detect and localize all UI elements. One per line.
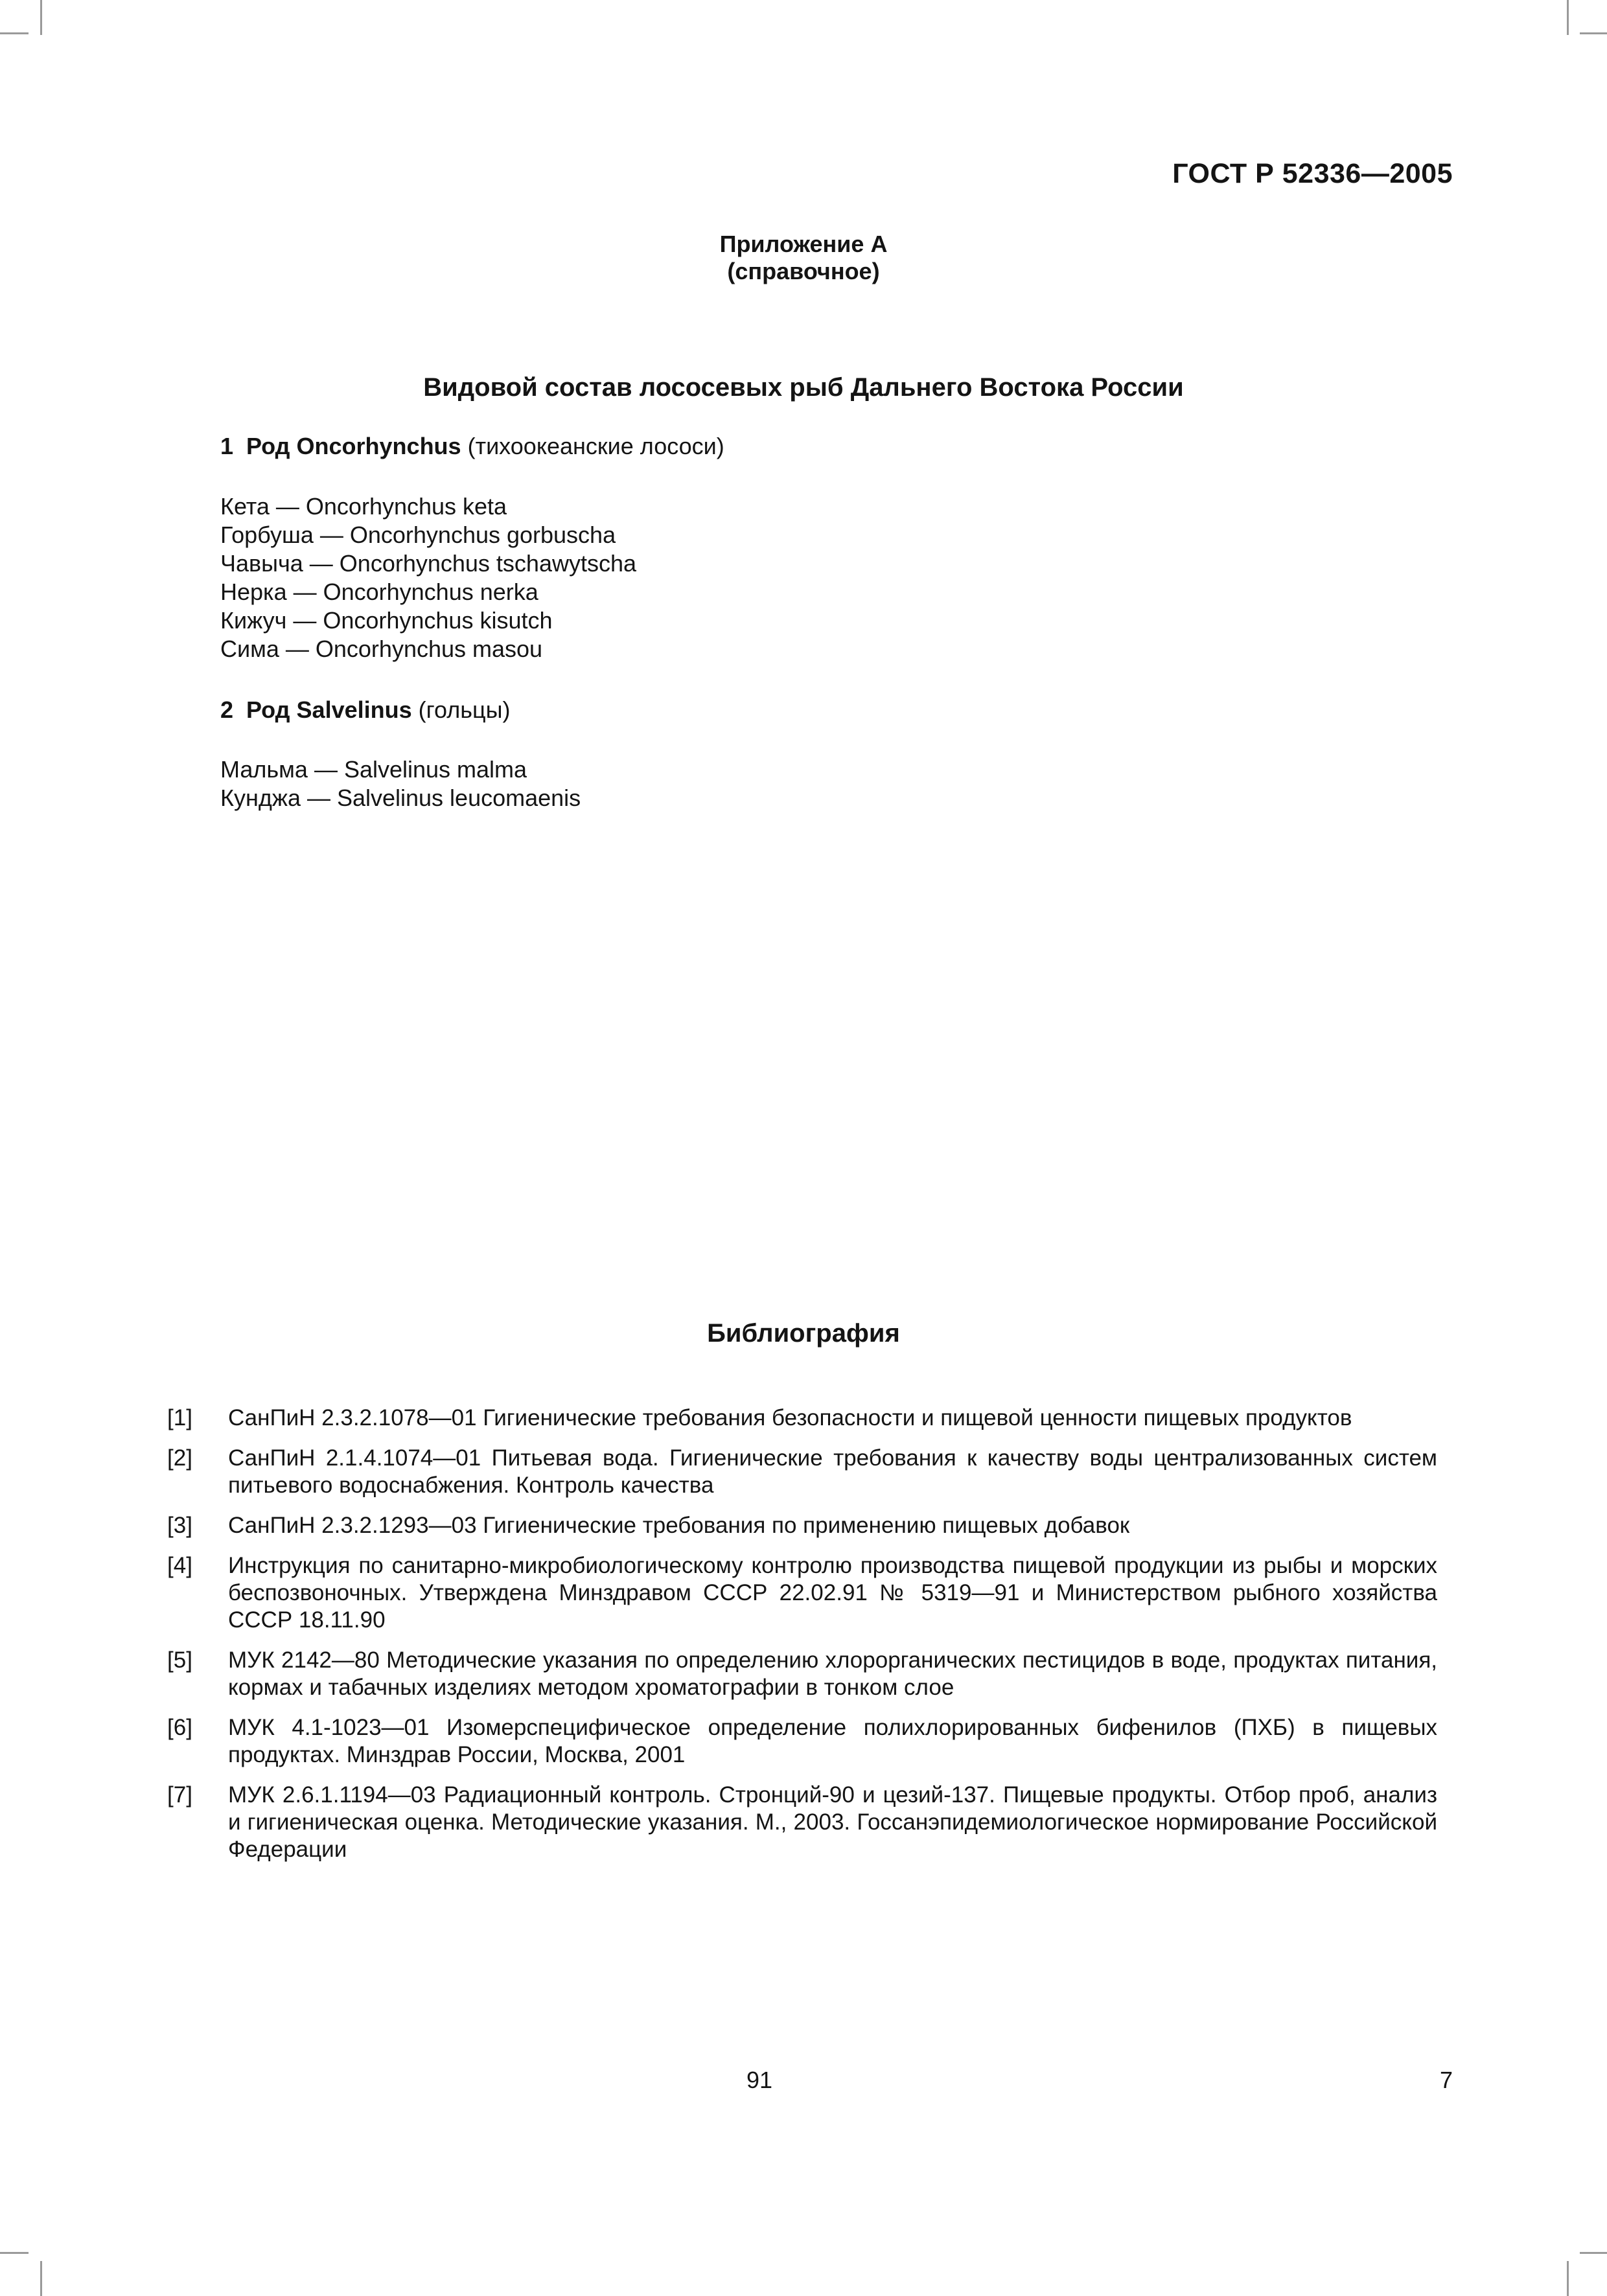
crop-mark-bottom-left-horizontal bbox=[0, 2252, 29, 2254]
section-note: (тихоокеанские лососи) bbox=[467, 433, 724, 459]
bibliography-text: СанПиН 2.3.2.1293—03 Гигиенические требования по применению пищевых добавок bbox=[228, 1513, 1130, 1538]
document-code: ГОСТ Р 52336—2005 bbox=[1172, 158, 1453, 189]
bibliography-number: [4] bbox=[167, 1553, 192, 1578]
section-number: 2 bbox=[220, 696, 234, 723]
main-title: Видовой состав лососевых рыб Дальнего Востока России bbox=[423, 373, 1184, 402]
section-number: 1 bbox=[220, 433, 234, 459]
page-number-right: 7 bbox=[1439, 2067, 1453, 2093]
bibliography-item bbox=[167, 1552, 1437, 1634]
bibliography-item bbox=[167, 1405, 1437, 1432]
bibliography-number: [7] bbox=[167, 1782, 192, 1808]
species-item: Нерка — Oncorhynchus nerka bbox=[220, 579, 538, 605]
species-item: Кета — Oncorhynchus keta bbox=[220, 493, 507, 520]
species-list-salvelinus bbox=[220, 755, 581, 812]
bibliography-title: Библиография bbox=[707, 1319, 900, 1348]
bibliography-number: [1] bbox=[167, 1405, 192, 1430]
appendix-title: Приложение А bbox=[719, 231, 888, 257]
bibliography-item bbox=[167, 1714, 1437, 1769]
species-item: Чавыча — Oncorhynchus tschawytscha bbox=[220, 550, 637, 577]
bibliography-item bbox=[167, 1647, 1437, 1701]
section-heading-2 bbox=[220, 696, 510, 724]
species-item: Сима — Oncorhynchus masou bbox=[220, 636, 543, 662]
species-item: Мальма — Salvelinus malma bbox=[220, 756, 527, 783]
bibliography-text: СанПиН 2.1.4.1074—01 Питьевая вода. Гигиенические требования к качеству воды централизованных систем питьевого водоснабжения. Контроль качества bbox=[228, 1445, 1437, 1498]
crop-mark-top-right-vertical bbox=[1567, 0, 1569, 35]
crop-mark-bottom-right-horizontal bbox=[1580, 2252, 1607, 2254]
bibliography-text: МУК 2142—80 Методические указания по определению хлорорганических пестицидов в воде, продуктах питания, кормах и табачных изделиях методом хроматографии в тонком слое bbox=[228, 1647, 1437, 1700]
section-genus: Род Salvelinus bbox=[246, 696, 412, 723]
section-heading-1 bbox=[220, 433, 724, 460]
bibliography-text: СанПиН 2.3.2.1078—01 Гигиенические требования безопасности и пищевой ценности пищевых продуктов bbox=[228, 1405, 1352, 1430]
section-genus: Род Oncorhynchus bbox=[246, 433, 461, 459]
section-note: (гольцы) bbox=[418, 696, 511, 723]
bibliography-text: Инструкция по санитарно-микробиологическому контролю производства пищевой продукции из рыбы и морских беспозвоночных. Утверждена Минздравом СССР 22.02.91 № 5319—91 и Министерством рыбного хозяйства СССР 18.11.90 bbox=[228, 1553, 1437, 1633]
species-list-oncorhynchus bbox=[220, 492, 636, 663]
bibliography-text: МУК 2.6.1.1194—03 Радиационный контроль. Стронций-90 и цезий-137. Пищевые продукты. Отбор проб, анализ и гигиеническая оценка. Методические указания. М., 2003. Госсанэпидемиологическое нормирование Российской Федерации bbox=[228, 1782, 1437, 1862]
crop-mark-top-left-vertical bbox=[40, 0, 42, 35]
crop-mark-bottom-right-vertical bbox=[1567, 2261, 1569, 2296]
bibliography-item bbox=[167, 1782, 1437, 1863]
species-item: Горбуша — Oncorhynchus gorbuscha bbox=[220, 522, 616, 548]
bibliography-text: МУК 4.1-1023—01 Изомерспецифическое определение полихлорированных бифенилов (ПХБ) в пищевых продуктах. Минздрав России, Москва, 2001 bbox=[228, 1715, 1437, 1767]
bibliography-number: [3] bbox=[167, 1513, 192, 1538]
bibliography-number: [5] bbox=[167, 1647, 192, 1673]
page-number-center: 91 bbox=[746, 2067, 773, 2093]
crop-mark-bottom-left-vertical bbox=[40, 2261, 42, 2296]
crop-mark-top-right-horizontal bbox=[1580, 32, 1607, 34]
bibliography-number: [2] bbox=[167, 1445, 192, 1471]
bibliography-list bbox=[167, 1405, 1437, 1876]
appendix-subtitle: (справочное) bbox=[727, 258, 880, 284]
bibliography-item bbox=[167, 1512, 1437, 1539]
crop-mark-top-left-horizontal bbox=[0, 32, 29, 34]
bibliography-number: [6] bbox=[167, 1715, 192, 1740]
species-item: Кижуч — Oncorhynchus kisutch bbox=[220, 607, 553, 634]
species-item: Кунджа — Salvelinus leucomaenis bbox=[220, 785, 581, 811]
bibliography-item bbox=[167, 1445, 1437, 1499]
